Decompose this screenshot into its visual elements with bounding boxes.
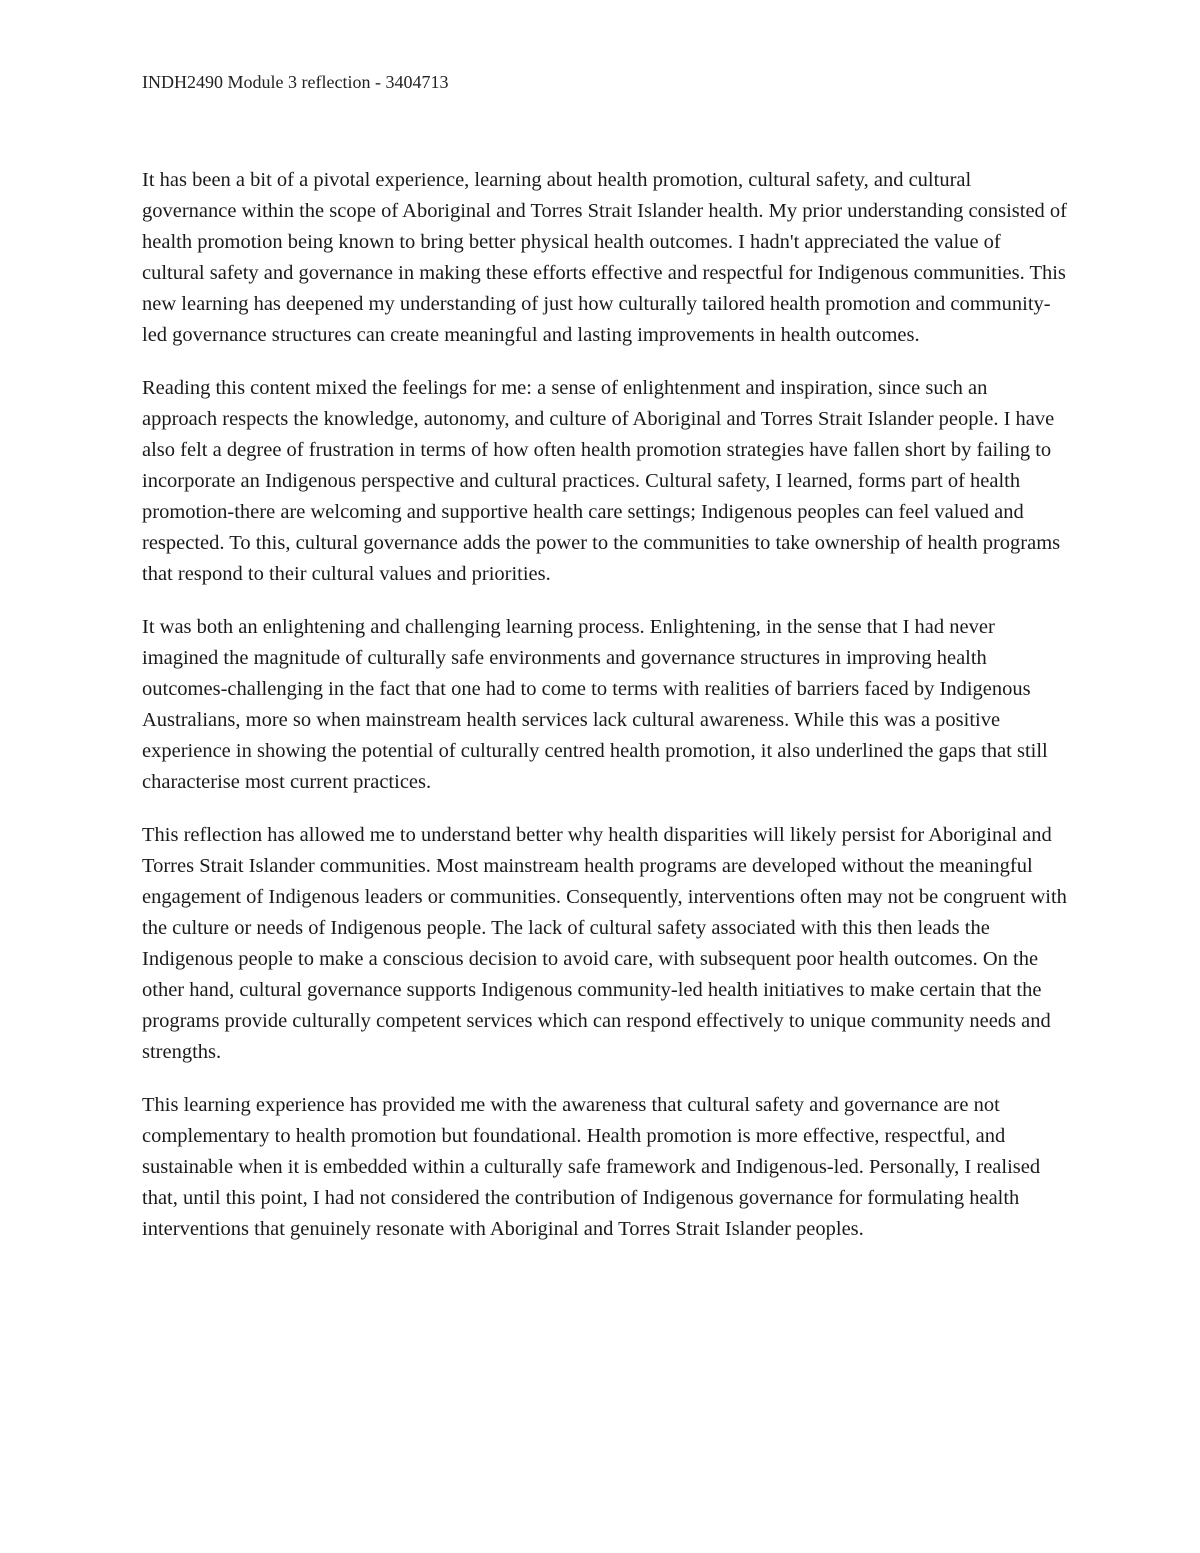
document-body bbox=[142, 165, 1067, 1267]
paragraph-2: Reading this content mixed the feelings for me: a sense of enlightenment and inspiration, since such an approach respects the knowledge, autonomy, and culture of Aboriginal and Torres Strait Islander people. I have also felt a degree of frustration in terms of how often health promotion strategies have fallen short by failing to incorporate an Indigenous perspective and cultural practices. Cultural safety, I learned, forms part of health promotion-there are welcoming and supportive health care settings; Indigenous peoples can feel valued and respected. To this, cultural governance adds the power to the communities to take ownership of health programs that respond to their cultural values and priorities. bbox=[142, 377, 1061, 585]
paragraph-1: It has been a bit of a pivotal experience, learning about health promotion, cultural safety, and cultural governance within the scope of Aboriginal and Torres Strait Islander health. My prior understanding consisted of health promotion being known to bring better physical health outcomes. I hadn't appreciated the value of cultural safety and governance in making these efforts effective and respectful for Indigenous communities. This new learning has deepened my understanding of just how culturally tailored health promotion and community-led governance structures can create meaningful and lasting improvements in health outcomes. bbox=[142, 169, 1068, 346]
paragraph-3: It was both an enlightening and challenging learning process. Enlightening, in the sense that I had never imagined the magnitude of culturally safe environments and governance structures in improving health outcomes-challenging in the fact that one had to come to terms with realities of barriers faced by Indigenous Australians, more so when mainstream health services lack cultural awareness. While this was a positive experience in showing the potential of culturally centred health promotion, it also underlined the gaps that still characterise most current practices. bbox=[142, 616, 1048, 793]
paragraph-5: This learning experience has provided me with the awareness that cultural safety and governance are not complementary to health promotion but foundational. Health promotion is more effective, respectful, and sustainable when it is embedded within a culturally safe framework and Indigenous-led. Personally, I realised that, until this point, I had not considered the contribution of Indigenous governance for formulating health interventions that genuinely resonate with Aboriginal and Torres Strait Islander peoples. bbox=[142, 1094, 1041, 1240]
paragraph-4: This reflection has allowed me to understand better why health disparities will likely persist for Aboriginal and Torres Strait Islander communities. Most mainstream health programs are developed without the meaningful engagement of Indigenous leaders or communities. Consequently, interventions often may not be congruent with the culture or needs of Indigenous people. The lack of cultural safety associated with this then leads the Indigenous people to make a conscious decision to avoid care, with subsequent poor health outcomes. On the other hand, cultural governance supports Indigenous community-led health initiatives to make certain that the programs provide culturally competent services which can respond effectively to unique community needs and strengths. bbox=[142, 824, 1067, 1063]
document-header: INDH2490 Module 3 reflection - 3404713 bbox=[142, 72, 449, 92]
